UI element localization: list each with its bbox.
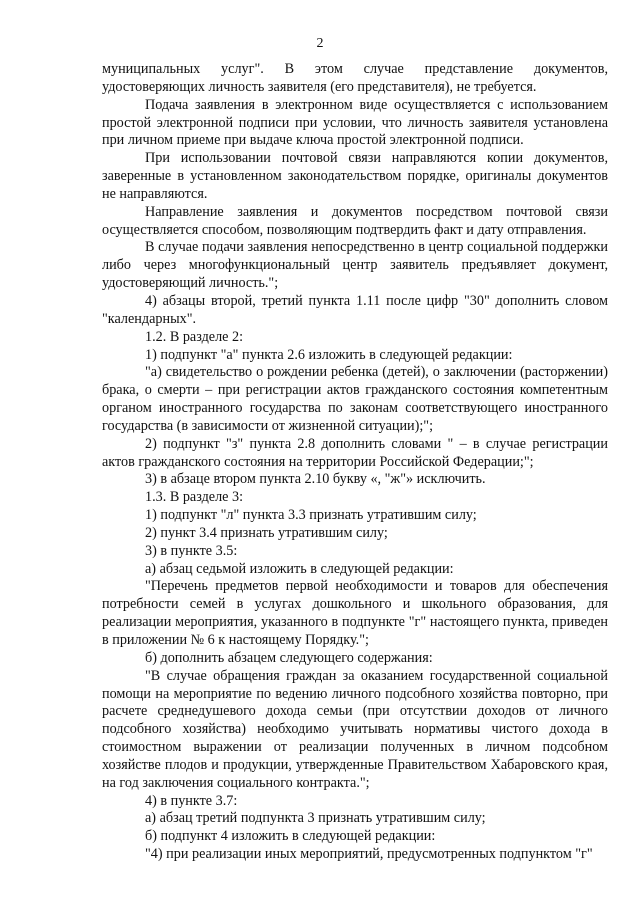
paragraph: 3) в пункте 3.5: xyxy=(145,542,238,559)
paragraph: 2) подпункт "з" пункта 2.8 дополнить словами " – в случае регистрации актов гражданского состояния на территории Российской Федерации;"; xyxy=(102,435,608,470)
paragraph: "4) при реализации иных мероприятий, предусмотренных подпунктом "г" xyxy=(145,846,593,863)
paragraph: 3) в абзаце втором пункта 2.10 букву «, "ж"» исключить. xyxy=(145,471,486,488)
paragraph: 1) подпункт "л" пункта 3.3 признать утратившим силу; xyxy=(145,507,477,524)
paragraph: 4) в пункте 3.7: xyxy=(145,792,238,809)
paragraph: б) дополнить абзацем следующего содержания: xyxy=(145,649,433,666)
paragraph: "а) свидетельство о рождении ребенка (детей), о заключении (расторжении) брака, о смерти – при регистрации актов гражданского состояния компетентным органом иностранного государства по законам соответствующего иностранного государства (в зависимости от жизненной ситуации);"; xyxy=(102,364,608,434)
paragraph: При использовании почтовой связи направляются копии документов, заверенные в установленном законодательством порядке, оригиналы документов не направляются. xyxy=(102,150,608,202)
paragraph: б) подпункт 4 изложить в следующей редакции: xyxy=(145,828,436,845)
paragraph: Направление заявления и документов посредством почтовой связи осуществляется способом, позволяющим подтвердить факт и дату отправления. xyxy=(102,203,608,238)
paragraph: 1.3. В разделе 3: xyxy=(145,489,244,506)
paragraph: муниципальных услуг". В этом случае представление документов, удостоверяющих личность заявителя (его представителя), не требуется. xyxy=(102,61,608,95)
paragraph: В случае подачи заявления непосредственно в центр социальной поддержки либо через многофункциональный центр заявитель предъявляет документ, удостоверяющий личность."; xyxy=(102,239,608,292)
page-number: 2 xyxy=(316,36,324,51)
paragraph: 2) пункт 3.4 признать утратившим силу; xyxy=(145,524,388,541)
paragraph: "Перечень предметов первой необходимости и товаров для обеспечения потребности семей в услугах дошкольного и школьного образования, для реализации мероприятия, указанного в подпункте "г" настоящего пункта, приведен в приложении № 6 к настоящему Порядку."; xyxy=(102,578,608,648)
paragraph: 1) подпункт "а" пункта 2.6 изложить в следующей редакции: xyxy=(145,346,513,363)
paragraph: а) абзац седьмой изложить в следующей редакции: xyxy=(145,560,454,577)
document-body xyxy=(102,61,608,864)
paragraph: 1.2. В разделе 2: xyxy=(145,328,244,345)
paragraph: "В случае обращения граждан за оказанием государственной социальной помощи на мероприятие по ведению личного подсобного хозяйства повторно, при расчете среднедушевого дохода семьи (при отсутствии доходов от личного подсобного хозяйства) необходимо учитывать нормативы чистого дохода в стоимостном выражении от реализации полученных в личном подсобном хозяйстве плодов и продукции, утвержденные Правительством Хабаровского края, на год заключения социального контракта."; xyxy=(102,667,608,791)
paragraph: а) абзац третий подпункта 3 признать утратившим силу; xyxy=(145,810,486,827)
paragraph: Подача заявления в электронном виде осуществляется с использованием простой электронной подписи при условии, что личность заявителя установлена при личном приеме при выдаче ключа простой электронной подписи. xyxy=(102,96,608,149)
paragraph: 4) абзацы второй, третий пункта 1.11 после цифр "30" дополнить словом "календарных". xyxy=(102,292,608,327)
